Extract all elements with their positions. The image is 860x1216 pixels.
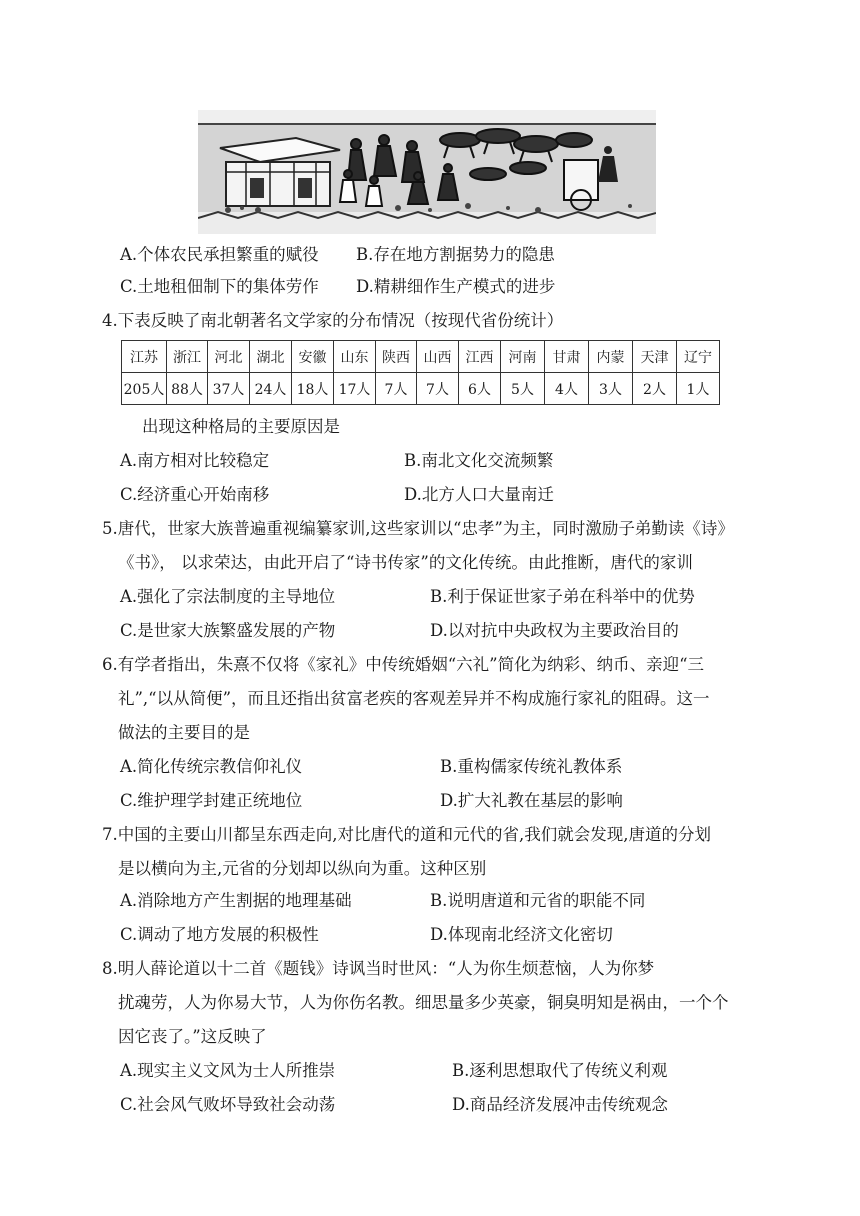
count-cell: 5人 (501, 373, 545, 405)
province-cell: 河南 (501, 341, 545, 373)
table-row-provinces (122, 341, 720, 373)
province-cell: 内蒙 (589, 341, 633, 373)
province-cell: 河北 (208, 341, 250, 373)
q5-option-a: A.强化了宗法制度的主导地位 (120, 587, 336, 606)
q4-question: 出现这种格局的主要原因是 (142, 417, 340, 436)
province-cell: 辽宁 (677, 341, 720, 373)
q6-stem-line3: 做法的主要目的是 (118, 723, 250, 742)
q8-option-a: A.现实主义文风为士人所推崇 (120, 1061, 336, 1080)
mural-image (198, 110, 656, 234)
count-cell: 2人 (633, 373, 677, 405)
count-cell: 88人 (167, 373, 208, 405)
q8-option-b: B.逐利思想取代了传统义利观 (452, 1061, 668, 1080)
q7-option-b: B.说明唐道和元省的职能不同 (430, 891, 646, 910)
province-cell: 浙江 (167, 341, 208, 373)
count-cell: 17人 (334, 373, 376, 405)
q6-option-a: A.简化传统宗教信仰礼仪 (120, 757, 303, 776)
count-cell: 7人 (417, 373, 459, 405)
count-cell: 6人 (459, 373, 501, 405)
q5-option-d: D.以对抗中央政权为主要政治目的 (430, 621, 679, 640)
q4-option-d: D.北方人口大量南迁 (404, 485, 554, 504)
q6-option-d: D.扩大礼教在基层的影响 (440, 791, 623, 810)
count-cell: 3人 (589, 373, 633, 405)
q8-option-c: C.社会风气败坏导致社会动荡 (120, 1095, 336, 1114)
q6-option-c: C.维护理学封建正统地位 (120, 791, 303, 810)
q4-stem: 4.下表反映了南北朝著名文学家的分布情况（按现代省份统计） (102, 311, 564, 330)
q4-option-c: C.经济重心开始南移 (120, 485, 270, 504)
province-cell: 陕西 (376, 341, 417, 373)
q8-stem-line2: 扰魂劳，人为你易大节，人为你伤名教。细思量多少英豪，铜臭明知是祸由，一个个 (118, 993, 729, 1012)
province-cell: 山东 (334, 341, 376, 373)
writer-distribution-table (121, 340, 720, 405)
province-cell: 安徽 (292, 341, 334, 373)
province-cell: 山西 (417, 341, 459, 373)
q8-option-d: D.商品经济发展冲击传统观念 (452, 1095, 668, 1114)
q7-option-a: A.消除地方产生割据的地理基础 (120, 891, 352, 910)
count-cell: 4人 (545, 373, 589, 405)
count-cell: 18人 (292, 373, 334, 405)
q4-option-b: B.南北文化交流频繁 (404, 451, 554, 470)
count-cell: 1人 (677, 373, 720, 405)
q5-stem-line2: 《书》， 以求荣达，由此开启了“诗书传家”的文化传统。由此推断，唐代的家训 (118, 553, 693, 572)
q6-option-b: B.重构儒家传统礼教体系 (440, 757, 623, 776)
q6-stem-line2: 礼”,“以从简便”，而且还指出贫富老疾的客观差异并不构成施行家礼的阻碍。这一 (118, 689, 710, 708)
count-cell: 205人 (122, 373, 167, 405)
q4-option-a: A.南方相对比较稳定 (120, 451, 270, 470)
mural-illustration (198, 110, 656, 234)
province-cell: 湖北 (250, 341, 292, 373)
q7-option-c: C.调动了地方发展的积极性 (120, 925, 319, 944)
province-cell: 天津 (633, 341, 677, 373)
q3-option-a: A.个体农民承担繁重的赋役 (120, 245, 319, 264)
count-cell: 24人 (250, 373, 292, 405)
q7-option-d: D.体现南北经济文化密切 (430, 925, 613, 944)
q8-stem-line1: 8.明人薛论道以十二首《题钱》诗讽当时世风：“人为你生烦惹恼，人为你梦 (102, 959, 655, 978)
q7-stem-line1: 7.中国的主要山川都呈东西走向,对比唐代的道和元代的省,我们就会发现,唐道的分划 (102, 825, 711, 844)
q3-option-b: B.存在地方割据势力的隐患 (356, 245, 555, 264)
q7-stem-line2: 是以横向为主,元省的分划却以纵向为重。这种区别 (118, 859, 487, 878)
q6-stem-line1: 6.有学者指出，朱熹不仅将《家礼》中传统婚姻“六礼”简化为纳彩、纳币、亲迎“三 (102, 655, 705, 674)
q5-option-c: C.是世家大族繁盛发展的产物 (120, 621, 336, 640)
province-cell: 江苏 (122, 341, 167, 373)
q8-stem-line3: 因它丧了。”这反映了 (118, 1027, 267, 1046)
count-cell: 7人 (376, 373, 417, 405)
q3-option-d: D.精耕细作生产模式的进步 (356, 277, 556, 296)
province-cell: 江西 (459, 341, 501, 373)
q3-option-c: C.土地租佃制下的集体劳作 (120, 277, 319, 296)
count-cell: 37人 (208, 373, 250, 405)
q5-option-b: B.利于保证世家子弟在科举中的优势 (430, 587, 695, 606)
table-row-counts (122, 373, 720, 405)
province-cell: 甘肃 (545, 341, 589, 373)
q5-stem-line1: 5.唐代，世家大族普遍重视编纂家训,这些家训以“忠孝”为主，同时激励子弟勤读《诗》 (102, 519, 734, 538)
